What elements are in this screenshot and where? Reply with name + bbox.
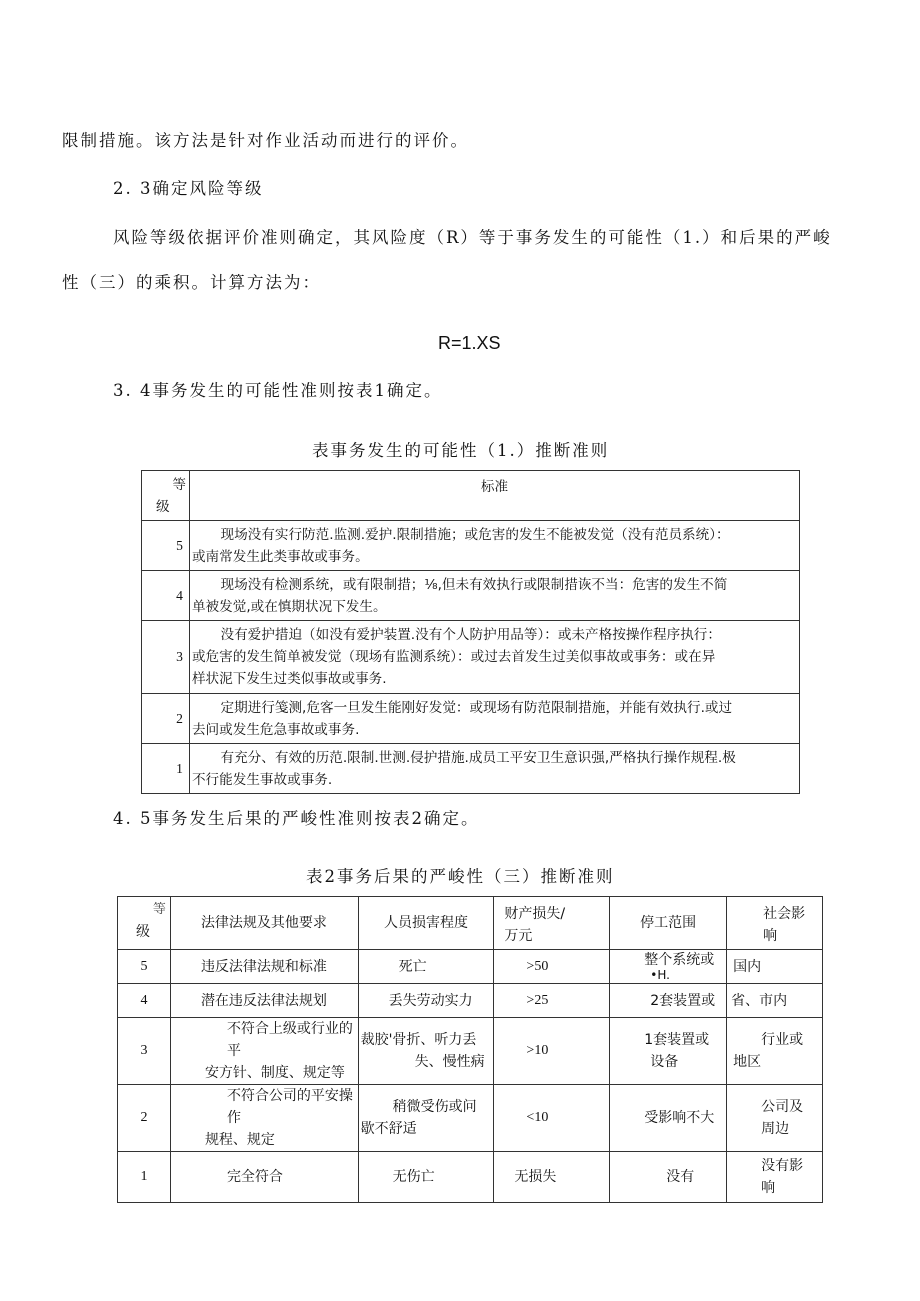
- paragraph-restriction-measures: 限制措施。该方法是针对作业活动而进行的评价。: [62, 131, 469, 150]
- table1-caption: 表事务发生的可能性（1.）推断准则: [312, 441, 610, 460]
- level-cell: 4: [118, 984, 171, 1018]
- table-row: [142, 521, 800, 571]
- shutdown-cell: 没有: [610, 1152, 727, 1203]
- table-row: [142, 744, 800, 794]
- header-shutdown-cell: 停工范围: [610, 897, 727, 950]
- section-heading-4-5: 4. 5事务发生后果的严峻性准则按表2确定。: [113, 809, 480, 828]
- personnel-cell: 裁胶'骨折、听力丢 失、慢性病: [358, 1018, 494, 1085]
- property-cell: >10: [494, 1018, 610, 1085]
- header-personnel-cell: 人员损害程度: [358, 897, 494, 950]
- header-standard-cell: 标准: [189, 471, 799, 521]
- property-cell: <10: [494, 1085, 610, 1152]
- table-row: [118, 1018, 823, 1085]
- level-cell: 2: [142, 694, 190, 744]
- personnel-cell: 无伤亡: [358, 1152, 494, 1203]
- header-law-cell: 法律法规及其他要求: [170, 897, 358, 950]
- property-cell: 无损失: [494, 1152, 610, 1203]
- header-level-cell: 等 级: [142, 471, 190, 521]
- risk-formula: R=1.XS: [438, 333, 501, 353]
- property-cell: >25: [494, 984, 610, 1018]
- standard-cell: 定期进行笺测,危客一旦发生能刚好发觉：或现场有防范限制措施，并能有效执行.或过 去问或发生危急事故或事务.: [189, 694, 799, 744]
- severity-table: [117, 896, 823, 1203]
- header-social-cell: 社会影 响: [727, 897, 823, 950]
- header-property-cell: 财产损失/ 万元: [494, 897, 610, 950]
- level-cell: 1: [118, 1152, 171, 1203]
- law-cell: 潜在违反法律法规划: [170, 984, 358, 1018]
- table2-caption: 表2事务后果的严峻性（三）推断准则: [306, 867, 615, 886]
- paragraph-risk-level-line2: 性（三）的乘积。计算方法为：: [62, 273, 321, 292]
- paragraph-risk-level-line1: 风险等级依据评价准则确定，其风险度（R）等于事务发生的可能性（1.）和后果的严峻: [113, 228, 832, 247]
- level-cell: 3: [118, 1018, 171, 1085]
- social-cell: 行业或 地区: [727, 1018, 823, 1085]
- standard-cell: 有充分、有效的历范.限制.世测.侵护措施.成员工平安卫生意识强,严格执行操作规程.极 不行能发生事故或事务.: [189, 744, 799, 794]
- table-header-row: [142, 471, 800, 521]
- section-heading-3-4: 3. 4事务发生的可能性准则按表1确定。: [113, 381, 443, 400]
- header-level-cell: 等 级: [118, 897, 171, 950]
- table-row: [142, 694, 800, 744]
- standard-cell: 没有爱护措迫（如没有爱护装置.没有个人防护用品等）：或未产格按操作程序执行： 或危害的发生简单被发觉（现场有监测系统）：或过去首发生过美似事故或事务：或在异 样状泥下发生过类似事故或事务.: [189, 621, 799, 694]
- shutdown-cell: 受影响不大: [610, 1085, 727, 1152]
- table-row: [118, 950, 823, 984]
- social-cell: 国内: [727, 950, 823, 984]
- level-cell: 3: [142, 621, 190, 694]
- shutdown-cell: 2套装置或: [610, 984, 727, 1018]
- level-cell: 1: [142, 744, 190, 794]
- level-cell: 2: [118, 1085, 171, 1152]
- social-cell: 公司及 周边: [727, 1085, 823, 1152]
- personnel-cell: 丢失劳动实力: [358, 984, 494, 1018]
- table-row: [118, 1085, 823, 1152]
- table-row: [142, 571, 800, 621]
- standard-cell: 现场没有检测系统，或有限制措；⅛,但未有效执行或限制措诙不当：危害的发生不简 单被发觉,或在慎期状况下发生。: [189, 571, 799, 621]
- shutdown-cell: 1套装置或 设备: [610, 1018, 727, 1085]
- social-cell: 省、市内: [727, 984, 823, 1018]
- shutdown-cell: 整个系统或 •H.: [610, 950, 727, 984]
- table-row: [118, 1152, 823, 1203]
- social-cell: 没有影 响: [727, 1152, 823, 1203]
- law-cell: 不符合上级或行业的平 安方针、制度、规定等: [170, 1018, 358, 1085]
- personnel-cell: 稍微受伤或问 歇不舒适: [358, 1085, 494, 1152]
- personnel-cell: 死亡: [358, 950, 494, 984]
- table-row: [118, 984, 823, 1018]
- likelihood-table: [141, 470, 800, 794]
- law-cell: 完全符合: [170, 1152, 358, 1203]
- law-cell: 不符合公司的平安操作 规程、规定: [170, 1085, 358, 1152]
- section-heading-2-3: 2. 3确定风险等级: [113, 179, 264, 198]
- level-cell: 4: [142, 571, 190, 621]
- law-cell: 违反法律法规和标准: [170, 950, 358, 984]
- property-cell: >50: [494, 950, 610, 984]
- level-cell: 5: [118, 950, 171, 984]
- table-header-row: [118, 897, 823, 950]
- level-cell: 5: [142, 521, 190, 571]
- table-row: [142, 621, 800, 694]
- standard-cell: 现场没有实行防范.监测.爱护.限制措施；或危害的发生不能被发觉（没有范员系统）： 或南常发生此类事故或事务。: [189, 521, 799, 571]
